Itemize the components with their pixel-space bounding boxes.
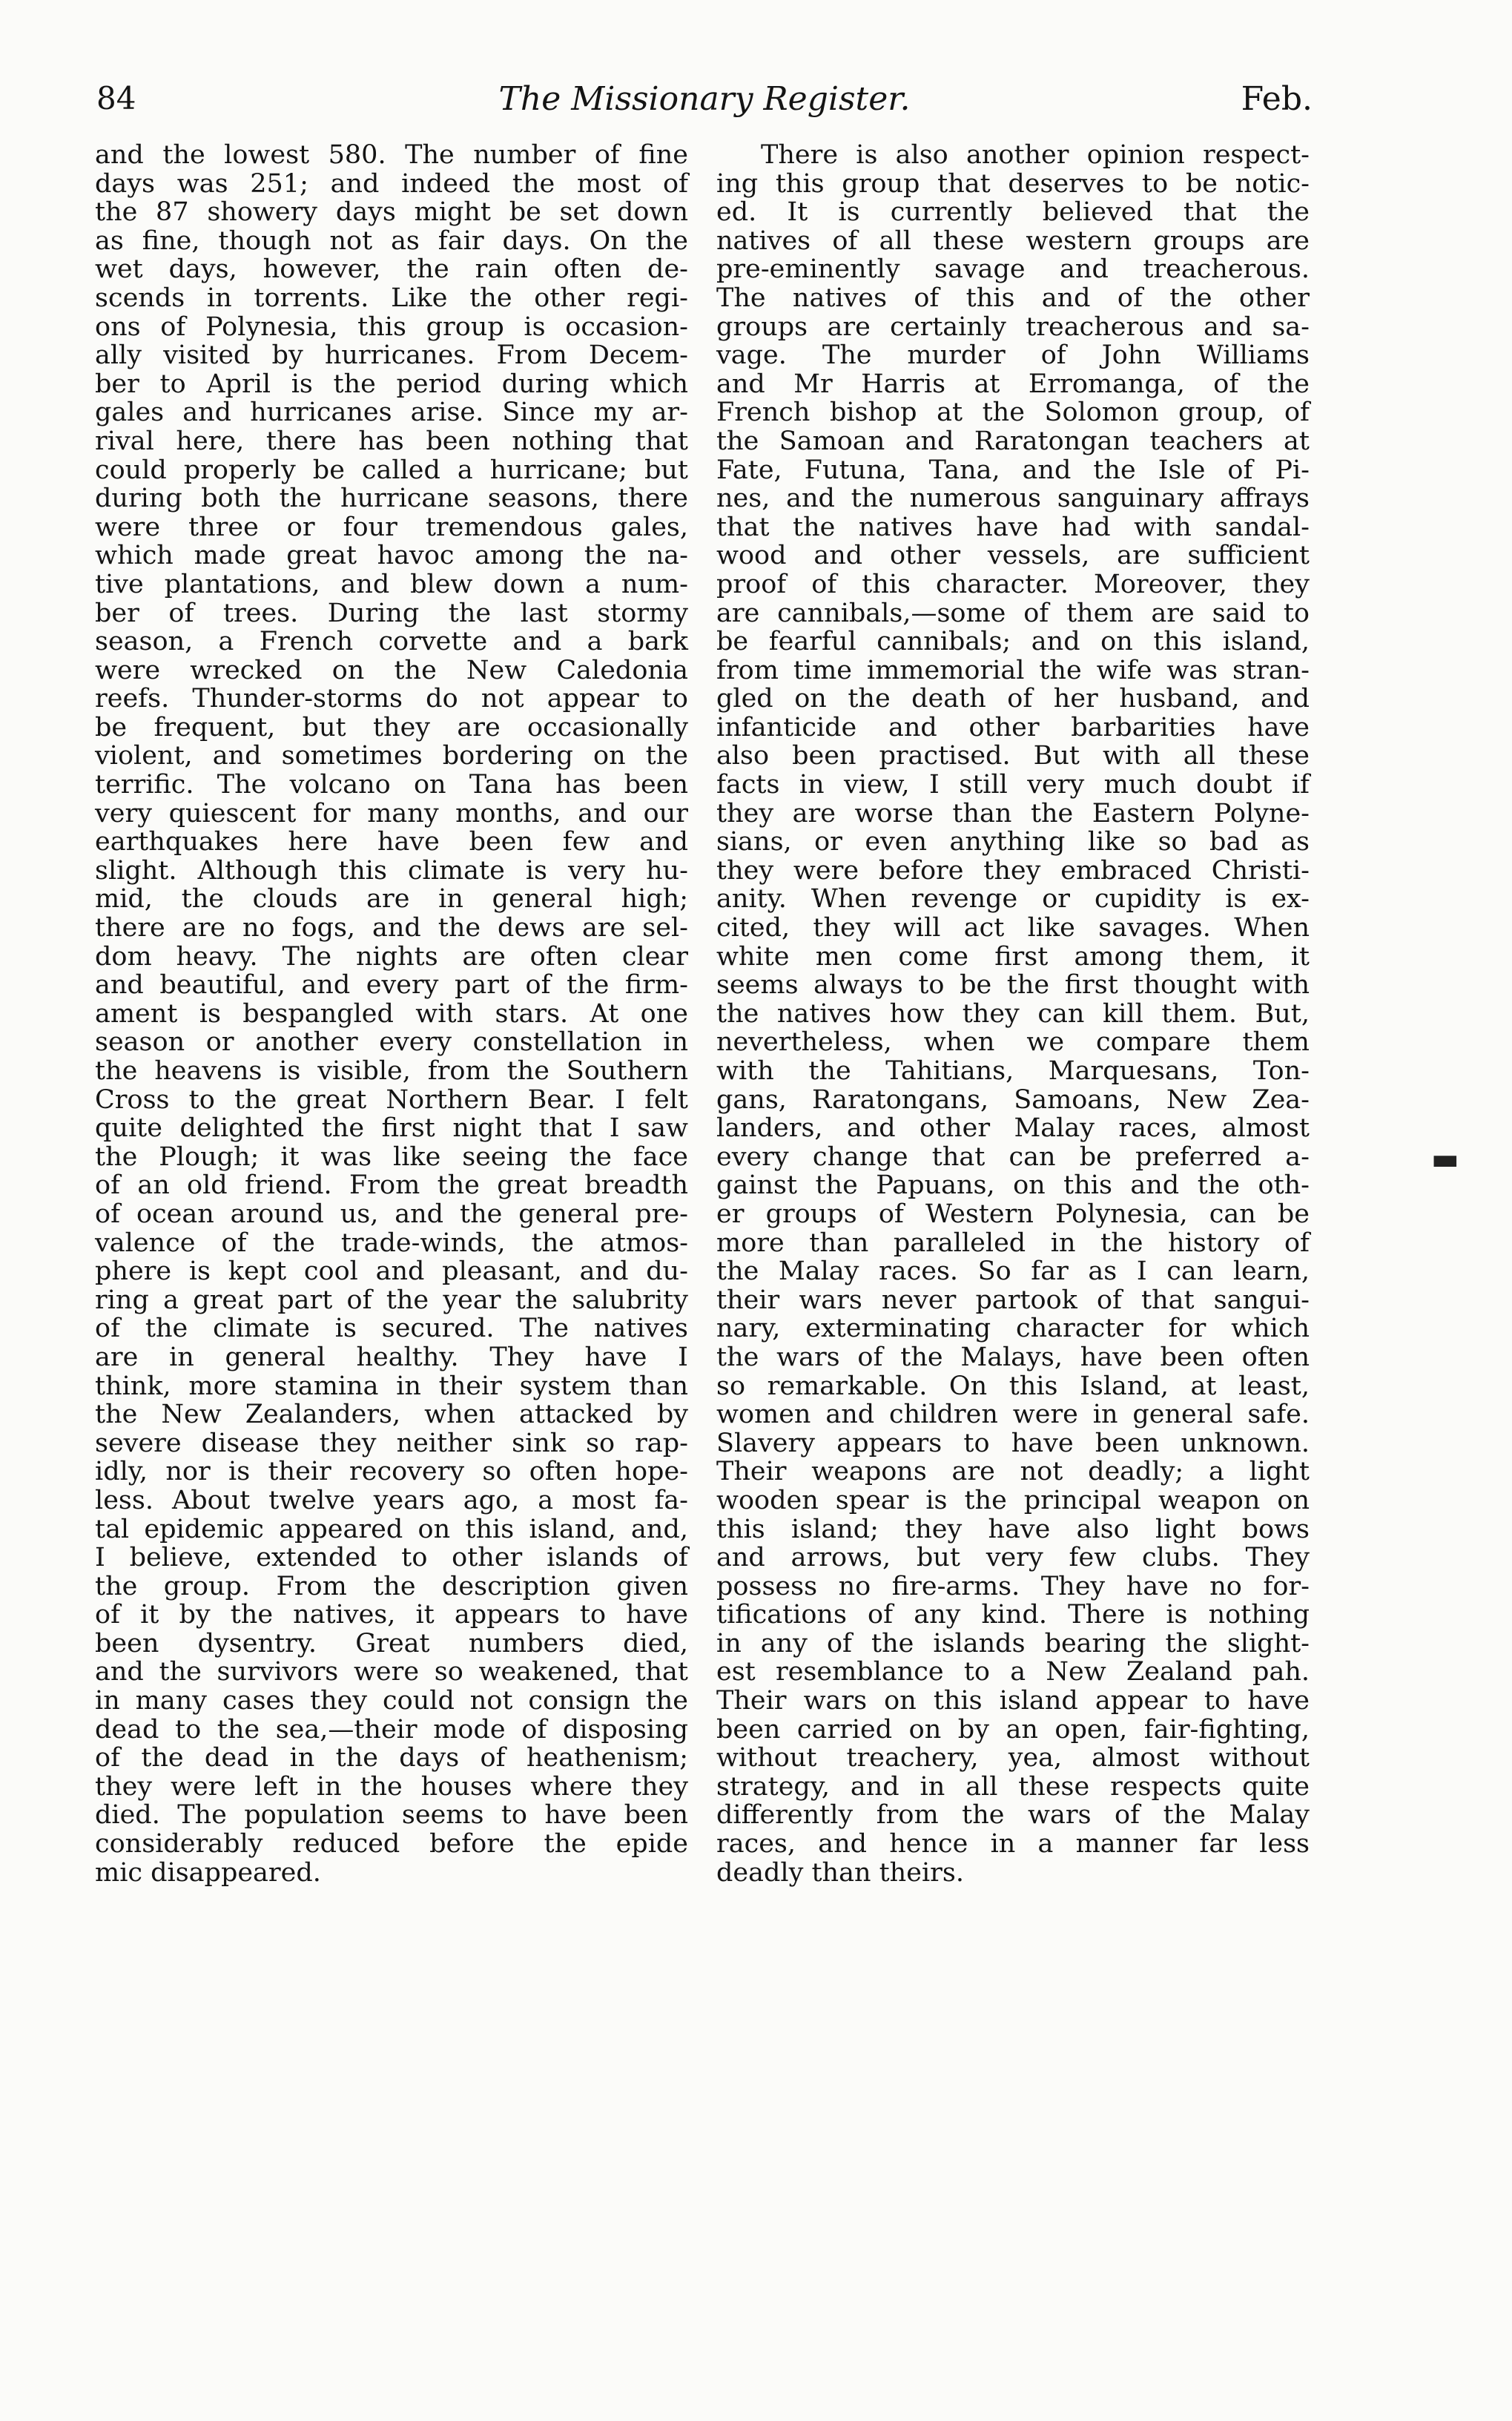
text-line: there are no fogs, and the dews are sel- bbox=[95, 913, 688, 943]
text-line: anity. When revenge or cupidity is ex- bbox=[716, 884, 1310, 915]
text-line: facts in view, I still very much doubt if bbox=[716, 770, 1310, 800]
text-line: wet days, however, the rain often de- bbox=[95, 254, 688, 285]
text-line: wood and other vessels, are sufficient bbox=[716, 541, 1310, 571]
text-line: the group. From the description given bbox=[95, 1571, 688, 1601]
text-line: cited, they will act like savages. When bbox=[716, 913, 1310, 943]
running-month: Feb. bbox=[1241, 80, 1313, 118]
text-line: were wrecked on the New Caledonia bbox=[95, 655, 688, 685]
text-line: and the lowest 580. The number of fine bbox=[95, 140, 688, 170]
text-line: strategy, and in all these respects quite bbox=[716, 1771, 1310, 1802]
text-line: be fearful cannibals; and on this island, bbox=[716, 627, 1310, 657]
text-line: landers, and other Malay races, almost bbox=[716, 1113, 1310, 1144]
text-line: ring a great part of the year the salubrity bbox=[95, 1285, 688, 1315]
text-line: considerably reduced before the epide bbox=[95, 1829, 688, 1860]
text-line: the wars of the Malays, have been often bbox=[716, 1342, 1310, 1372]
text-line: seems always to be the first thought with bbox=[716, 970, 1310, 1001]
text-line: as fine, though not as fair days. On the bbox=[95, 225, 688, 256]
text-line: wooden spear is the principal weapon on bbox=[716, 1485, 1310, 1515]
text-line: gled on the death of her husband, and bbox=[716, 684, 1310, 714]
text-line: tifications of any kind. There is nothing bbox=[716, 1600, 1310, 1630]
text-line: season or another every constellation in bbox=[95, 1027, 688, 1058]
text-line: the 87 showery days might be set down bbox=[95, 197, 688, 228]
text-line: of it by the natives, it appears to have bbox=[95, 1600, 688, 1630]
page-number: 84 bbox=[96, 80, 136, 116]
text-line: I believe, extended to other islands of bbox=[95, 1543, 688, 1573]
text-line: nes, and the numerous sanguinary affrays bbox=[716, 484, 1310, 514]
text-line: very quiescent for many months, and our bbox=[95, 798, 688, 829]
text-line: pre-eminently savage and treacherous. bbox=[716, 254, 1310, 285]
text-line: the heavens is visible, from the Southern bbox=[95, 1056, 688, 1086]
text-line: in any of the islands bearing the slight- bbox=[716, 1628, 1310, 1659]
text-line: gales and hurricanes arise. Since my ar- bbox=[95, 398, 688, 428]
text-line: think, more stamina in their system than bbox=[95, 1371, 688, 1401]
text-line: that the natives have had with sandal- bbox=[716, 512, 1310, 542]
text-line: the Plough; it was like seeing the face bbox=[95, 1142, 688, 1172]
text-line: season, a French corvette and a bark bbox=[95, 627, 688, 657]
text-line: sians, or even anything like so bad as bbox=[716, 827, 1310, 857]
text-line: est resemblance to a New Zealand pah. bbox=[716, 1657, 1310, 1687]
text-line: of an old friend. From the great breadth bbox=[95, 1170, 688, 1201]
text-line: races, and hence in a manner far less bbox=[716, 1829, 1310, 1860]
text-line: rival here, there has been nothing that bbox=[95, 426, 688, 456]
text-line: infanticide and other barbarities have bbox=[716, 712, 1310, 742]
text-line: of the dead in the days of heathenism; bbox=[95, 1743, 688, 1773]
text-line: Their wars on this island appear to have bbox=[716, 1686, 1310, 1716]
text-line: ber to April is the period during which bbox=[95, 369, 688, 399]
text-line: The natives of this and of the other bbox=[716, 283, 1310, 313]
text-line: er groups of Western Polynesia, can be bbox=[716, 1199, 1310, 1229]
text-line: Cross to the great Northern Bear. I felt bbox=[95, 1084, 688, 1115]
text-line: died. The population seems to have been bbox=[95, 1800, 688, 1831]
text-line: tal epidemic appeared on this island, and, bbox=[95, 1514, 688, 1544]
text-line: proof of this character. Moreover, they bbox=[716, 569, 1310, 599]
text-line: without treachery, yea, almost without bbox=[716, 1743, 1310, 1773]
text-line: Fate, Futuna, Tana, and the Isle of Pi- bbox=[716, 455, 1310, 485]
text-line: the New Zealanders, when attacked by bbox=[95, 1400, 688, 1430]
text-line: valence of the trade-winds, the atmos- bbox=[95, 1228, 688, 1258]
text-line: quite delighted the first night that I saw bbox=[95, 1113, 688, 1144]
text-line: white men come first among them, it bbox=[716, 941, 1310, 972]
text-line: slight. Although this climate is very hu- bbox=[95, 855, 688, 886]
text-line: deadly than theirs. bbox=[716, 1857, 964, 1888]
text-line: ing this group that deserves to be notic- bbox=[716, 168, 1310, 199]
left-column bbox=[95, 141, 688, 1887]
text-line: ament is bespangled with stars. At one bbox=[95, 998, 688, 1029]
text-line: they are worse than the Eastern Polyne- bbox=[716, 798, 1310, 829]
text-line: ally visited by hurricanes. From Decem- bbox=[95, 340, 688, 371]
text-line: phere is kept cool and pleasant, and du- bbox=[95, 1256, 688, 1287]
text-line: also been practised. But with all these bbox=[716, 741, 1310, 771]
text-line: nary, exterminating character for which bbox=[716, 1314, 1310, 1344]
text-line: their wars never partook of that sangui- bbox=[716, 1285, 1310, 1315]
text-line: nevertheless, when we compare them bbox=[716, 1027, 1310, 1058]
text-line: French bishop at the Solomon group, of bbox=[716, 398, 1310, 428]
text-line: differently from the wars of the Malay bbox=[716, 1800, 1310, 1831]
text-line: ber of trees. During the last stormy bbox=[95, 598, 688, 628]
text-line: every change that can be preferred a- bbox=[716, 1142, 1310, 1172]
text-line: violent, and sometimes bordering on the bbox=[95, 741, 688, 771]
running-title: The Missionary Register. bbox=[498, 80, 911, 118]
text-line: tive plantations, and blew down a num- bbox=[95, 569, 688, 599]
text-line: reefs. Thunder-storms do not appear to bbox=[95, 684, 688, 714]
text-line: which made great havoc among the na- bbox=[95, 541, 688, 571]
margin-dash-mark: ▬ bbox=[1431, 1142, 1459, 1176]
right-column bbox=[716, 141, 1310, 1887]
text-line: are cannibals,—some of them are said to bbox=[716, 598, 1310, 628]
text-line: from time immemorial the wife was stran- bbox=[716, 655, 1310, 685]
text-line: in many cases they could not consign the bbox=[95, 1686, 688, 1716]
text-line: scends in torrents. Like the other regi- bbox=[95, 283, 688, 313]
text-line: be frequent, but they are occasionally bbox=[95, 712, 688, 742]
text-line: been dysentry. Great numbers died, bbox=[95, 1628, 688, 1659]
text-line: groups are certainly treacherous and sa- bbox=[716, 312, 1310, 342]
text-line: severe disease they neither sink so rap- bbox=[95, 1428, 688, 1458]
text-line: this island; they have also light bows bbox=[716, 1514, 1310, 1544]
text-line: so remarkable. On this Island, at least, bbox=[716, 1371, 1310, 1401]
text-line: and Mr Harris at Erromanga, of the bbox=[716, 369, 1310, 399]
text-line: the Malay races. So far as I can learn, bbox=[716, 1256, 1310, 1287]
text-line: mid, the clouds are in general high; bbox=[95, 884, 688, 915]
text-line: gans, Raratongans, Samoans, New Zea- bbox=[716, 1084, 1310, 1115]
text-line: the Samoan and Raratongan teachers at bbox=[716, 426, 1310, 456]
text-line: mic disappeared. bbox=[95, 1857, 321, 1888]
text-line: and the survivors were so weakened, that bbox=[95, 1657, 688, 1687]
text-line: more than paralleled in the history of bbox=[716, 1228, 1310, 1258]
text-line: the natives how they can kill them. But, bbox=[716, 998, 1310, 1029]
text-line: during both the hurricane seasons, there bbox=[95, 484, 688, 514]
text-line: of the climate is secured. The natives bbox=[95, 1314, 688, 1344]
text-line: they were before they embraced Christi- bbox=[716, 855, 1310, 886]
text-line: were three or four tremendous gales, bbox=[95, 512, 688, 542]
text-line: dead to the sea,—their mode of disposing bbox=[95, 1714, 688, 1745]
text-line: women and children were in general safe. bbox=[716, 1400, 1310, 1430]
text-line: dom heavy. The nights are often clear bbox=[95, 941, 688, 972]
text-line: possess no fire-arms. They have no for- bbox=[716, 1571, 1310, 1601]
text-line: they were left in the houses where they bbox=[95, 1771, 688, 1802]
text-line: earthquakes here have been few and bbox=[95, 827, 688, 857]
text-line: with the Tahitians, Marquesans, Ton- bbox=[716, 1056, 1310, 1086]
text-line: There is also another opinion respect- bbox=[761, 140, 1310, 170]
text-line: natives of all these western groups are bbox=[716, 225, 1310, 256]
text-line: and arrows, but very few clubs. They bbox=[716, 1543, 1310, 1573]
text-line: less. About twelve years ago, a most fa- bbox=[95, 1485, 688, 1515]
text-line: Their weapons are not deadly; a light bbox=[716, 1457, 1310, 1487]
text-line: days was 251; and indeed the most of bbox=[95, 168, 688, 199]
text-line: could properly be called a hurricane; but bbox=[95, 455, 688, 485]
text-line: idly, nor is their recovery so often hope- bbox=[95, 1457, 688, 1487]
text-line: gainst the Papuans, on this and the oth- bbox=[716, 1170, 1310, 1201]
text-line: vage. The murder of John Williams bbox=[716, 340, 1310, 371]
text-line: of ocean around us, and the general pre- bbox=[95, 1199, 688, 1229]
text-line: and beautiful, and every part of the firm- bbox=[95, 970, 688, 1001]
text-line: terrific. The volcano on Tana has been bbox=[95, 770, 688, 800]
text-line: are in general healthy. They have I bbox=[95, 1342, 688, 1372]
text-line: ons of Polynesia, this group is occasion- bbox=[95, 312, 688, 342]
text-line: been carried on by an open, fair-fighting, bbox=[716, 1714, 1310, 1745]
text-line: Slavery appears to have been unknown. bbox=[716, 1428, 1310, 1458]
page-header bbox=[96, 80, 1313, 132]
text-line: ed. It is currently believed that the bbox=[716, 197, 1310, 228]
